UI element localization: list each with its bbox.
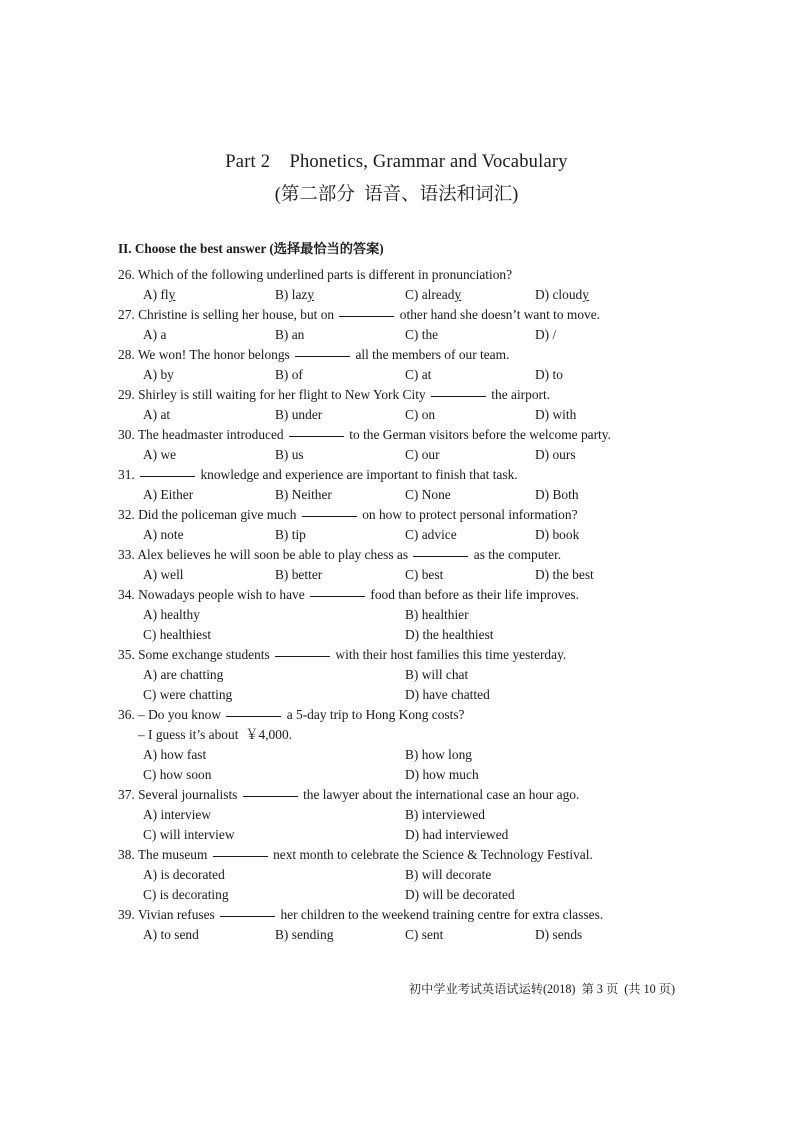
option-label: B) an	[275, 327, 305, 342]
question-list	[118, 265, 718, 945]
option-label: B) better	[275, 567, 323, 582]
option-label: B) will chat	[405, 667, 469, 682]
option-label: D) had interviewed	[405, 827, 509, 842]
option-choice[interactable]	[143, 565, 184, 585]
question-stem-text: 31.	[118, 467, 139, 482]
option-group	[118, 605, 718, 645]
option-label: B) us	[275, 447, 304, 462]
question-stem-text: 33. Alex believes he will soon be able to play chess as	[118, 547, 412, 562]
question	[118, 845, 718, 905]
option-label: A) is decorated	[143, 867, 225, 882]
option-choice[interactable]	[405, 365, 431, 385]
option-row	[118, 405, 718, 425]
option-choice[interactable]	[143, 665, 223, 685]
option-row	[118, 805, 718, 825]
question-stem-text: 34. Nowadays people wish to have	[118, 587, 309, 602]
option-label: D) will be decorated	[405, 887, 515, 902]
question-stem	[118, 385, 718, 405]
question-stem	[118, 545, 718, 565]
option-choice[interactable]	[275, 285, 314, 305]
option-group	[118, 365, 718, 385]
option-label: C) the	[405, 327, 439, 342]
question-stem-text-tail: a 5-day trip to Hong Kong costs?	[283, 707, 465, 722]
option-label: B) under	[275, 407, 323, 422]
option-label: C) None	[405, 487, 451, 502]
option-group	[118, 485, 718, 505]
option-label: C) advice	[405, 527, 457, 542]
question-stem-text: 30. The headmaster introduced	[118, 427, 287, 442]
option-underlined-part: y	[582, 287, 589, 302]
option-row	[118, 925, 718, 945]
option-label: C) how soon	[143, 767, 212, 782]
option-group	[118, 805, 718, 845]
option-group	[118, 525, 718, 545]
option-choice[interactable]	[275, 325, 304, 345]
option-label: C) sent	[405, 927, 444, 942]
question-stem-text: 39. Vivian refuses	[118, 907, 219, 922]
option-label: B) how long	[405, 747, 472, 762]
option-underlined-part: y	[168, 287, 176, 302]
option-choice[interactable]	[143, 445, 176, 465]
option-choice[interactable]	[143, 525, 184, 545]
question-stem	[118, 305, 718, 325]
question-stem	[118, 425, 718, 445]
option-choice[interactable]	[405, 565, 443, 585]
question	[118, 785, 718, 845]
option-choice[interactable]	[275, 485, 332, 505]
option-group	[118, 325, 718, 345]
question-stem	[118, 905, 718, 925]
option-choice[interactable]	[275, 365, 303, 385]
option-label: B) sending	[275, 927, 334, 942]
question-stem-text: 28. We won! The honor belongs	[118, 347, 294, 362]
option-choice[interactable]	[405, 445, 440, 465]
answer-blank	[431, 385, 486, 397]
question	[118, 305, 718, 345]
option-choice[interactable]	[405, 885, 515, 905]
option-choice[interactable]	[535, 565, 594, 585]
option-choice[interactable]	[405, 925, 443, 945]
question-stem-text-tail: food than before as their life improves.	[367, 587, 579, 602]
question-stem-text: 29. Shirley is still waiting for her flight to New York City	[118, 387, 429, 402]
question-stem-text: 26. Which of the following underlined parts is different in pronunciation?	[118, 267, 513, 282]
question-stem-line-2: – I guess it’s about ￥4,000.	[138, 727, 292, 742]
option-choice[interactable]	[405, 485, 451, 505]
question	[118, 905, 718, 945]
option-underlined-part: y	[454, 287, 462, 302]
option-choice[interactable]	[405, 665, 468, 685]
answer-blank	[310, 585, 365, 597]
option-choice[interactable]	[275, 565, 322, 585]
option-label: C) will interview	[143, 827, 235, 842]
option-choice[interactable]	[143, 805, 211, 825]
option-choice[interactable]	[405, 325, 438, 345]
option-label: C) were chatting	[143, 687, 233, 702]
answer-blank	[295, 345, 350, 357]
question	[118, 645, 718, 705]
option-label: A) interview	[143, 807, 212, 822]
question	[118, 425, 718, 465]
option-row	[118, 365, 718, 385]
option-row	[118, 885, 718, 905]
option-label: A) at	[143, 407, 171, 422]
option-choice[interactable]	[535, 285, 589, 305]
option-row	[118, 685, 718, 705]
question-stem-text-tail: other hand she doesn’t want to move.	[396, 307, 600, 322]
option-choice[interactable]	[405, 825, 508, 845]
question-stem-text-tail: as the computer.	[470, 547, 562, 562]
option-choice[interactable]	[275, 405, 322, 425]
answer-blank	[220, 905, 275, 917]
option-label: A) fl	[143, 287, 169, 302]
question	[118, 705, 718, 785]
question-stem	[118, 645, 718, 665]
option-choice[interactable]	[535, 525, 579, 545]
question	[118, 385, 718, 425]
option-label: A) are chatting	[143, 667, 224, 682]
option-label: B) tip	[275, 527, 306, 542]
answer-blank	[243, 785, 298, 797]
question-stem	[118, 845, 718, 865]
option-row	[118, 525, 718, 545]
question-stem-text-tail: the lawyer about the international case an hour ago.	[299, 787, 580, 802]
option-label: B) Neither	[275, 487, 332, 502]
option-choice[interactable]	[275, 925, 333, 945]
question-stem	[118, 785, 718, 805]
option-choice[interactable]	[405, 525, 457, 545]
option-label: D) book	[535, 527, 580, 542]
option-label: D) ours	[535, 447, 576, 462]
option-label: A) a	[143, 327, 167, 342]
option-underlined-part: y	[307, 287, 315, 302]
option-choice[interactable]	[143, 605, 200, 625]
answer-blank	[413, 545, 468, 557]
option-label: D) /	[535, 327, 557, 342]
option-label: D) with	[535, 407, 577, 422]
option-label: D) the best	[535, 567, 594, 582]
option-choice[interactable]	[535, 365, 563, 385]
option-choice[interactable]	[405, 685, 490, 705]
option-row	[118, 765, 718, 785]
option-choice[interactable]	[143, 925, 199, 945]
option-row	[118, 325, 718, 345]
option-label: A) by	[143, 367, 174, 382]
option-row	[118, 485, 718, 505]
option-choice[interactable]	[405, 605, 469, 625]
option-choice[interactable]	[405, 865, 491, 885]
option-choice[interactable]	[405, 285, 461, 305]
question-stem-text-tail: with their host families this time yesterday.	[332, 647, 567, 662]
option-choice[interactable]	[275, 525, 306, 545]
option-choice[interactable]	[405, 745, 472, 765]
option-group	[118, 565, 718, 585]
question-stem	[118, 465, 718, 485]
option-choice[interactable]	[405, 765, 479, 785]
option-label: D) sends	[535, 927, 583, 942]
option-label: B) will decorate	[405, 867, 492, 882]
option-group	[118, 745, 718, 785]
option-label: D) the healthiest	[405, 627, 494, 642]
question-stem-text-tail: her children to the weekend training centre for extra classes.	[277, 907, 604, 922]
page-footer: 初中学业考试英语试运转(2018) 第 3 页 (共 10 页)	[408, 982, 675, 996]
option-row	[118, 445, 718, 465]
question-stem-text-tail: on how to protect personal information?	[358, 507, 578, 522]
option-row	[118, 625, 718, 645]
question-stem-text-tail: the airport.	[487, 387, 551, 402]
option-choice[interactable]	[143, 285, 175, 305]
option-label: A) note	[143, 527, 184, 542]
answer-blank	[302, 505, 357, 517]
option-label: A) well	[143, 567, 184, 582]
part-title: Part 2 Phonetics, Grammar and Vocabulary	[225, 152, 568, 172]
option-choice[interactable]	[535, 485, 579, 505]
question-stem-text: 38. The museum	[118, 847, 211, 862]
option-label: A) how fast	[143, 747, 207, 762]
question	[118, 465, 718, 505]
question-stem	[118, 265, 718, 285]
answer-blank	[226, 705, 281, 717]
option-label: D) to	[535, 367, 563, 382]
answer-blank	[213, 845, 268, 857]
option-choice[interactable]	[535, 445, 576, 465]
section-heading: II. Choose the best answer (选择最恰当的答案)	[118, 241, 384, 256]
question-stem-text: 32. Did the policeman give much	[118, 507, 300, 522]
option-row	[118, 565, 718, 585]
option-choice[interactable]	[143, 325, 166, 345]
question	[118, 545, 718, 585]
option-row	[118, 825, 718, 845]
option-choice[interactable]	[143, 625, 211, 645]
option-choice[interactable]	[143, 485, 193, 505]
answer-blank	[140, 465, 195, 477]
question	[118, 345, 718, 385]
option-choice[interactable]	[143, 765, 211, 785]
option-choice[interactable]	[143, 365, 174, 385]
question-stem-text-tail: to the German visitors before the welcome party.	[345, 427, 611, 442]
option-label: D) Both	[535, 487, 579, 502]
option-choice[interactable]	[143, 685, 232, 705]
option-label: A) Either	[143, 487, 194, 502]
option-label: C) at	[405, 367, 432, 382]
option-choice[interactable]	[535, 405, 576, 425]
option-label: B) of	[275, 367, 303, 382]
answer-blank	[289, 425, 344, 437]
option-row	[118, 665, 718, 685]
option-choice[interactable]	[405, 405, 435, 425]
option-label: C) alread	[405, 287, 455, 302]
question-stem-text-tail: all the members of our team.	[352, 347, 510, 362]
question-stem	[118, 585, 718, 605]
option-choice[interactable]	[143, 405, 170, 425]
option-label: C) healthiest	[143, 627, 212, 642]
answer-blank	[275, 645, 330, 657]
question	[118, 585, 718, 645]
question-stem-text: 36. – Do you know	[118, 707, 225, 722]
option-row	[118, 865, 718, 885]
question-stem	[118, 345, 718, 365]
option-choice[interactable]	[143, 885, 229, 905]
option-label: C) is decorating	[143, 887, 229, 902]
option-label: D) cloud	[535, 287, 583, 302]
option-label: C) on	[405, 407, 436, 422]
option-label: D) have chatted	[405, 687, 490, 702]
option-label: B) interviewed	[405, 807, 485, 822]
answer-blank	[339, 305, 394, 317]
option-choice[interactable]	[143, 865, 225, 885]
question-stem-text: 37. Several journalists	[118, 787, 241, 802]
option-group	[118, 445, 718, 465]
option-choice[interactable]	[275, 445, 304, 465]
question-stem-text: 27. Christine is selling her house, but on	[118, 307, 338, 322]
option-label: C) best	[405, 567, 444, 582]
option-choice[interactable]	[143, 825, 235, 845]
option-label: A) to send	[143, 927, 199, 942]
part-subtitle-chinese: (第二部分 语音、语法和词汇)	[274, 185, 519, 205]
option-group	[118, 865, 718, 905]
option-choice[interactable]	[535, 325, 556, 345]
option-group	[118, 925, 718, 945]
question-stem-text-tail: next month to celebrate the Science & Technology Festival.	[269, 847, 593, 862]
option-group	[118, 665, 718, 705]
option-choice[interactable]	[535, 925, 582, 945]
question-stem	[118, 505, 718, 525]
option-row	[118, 745, 718, 765]
option-choice[interactable]	[405, 805, 485, 825]
option-label: B) healthier	[405, 607, 469, 622]
question-stem	[118, 705, 718, 725]
option-row	[118, 285, 718, 305]
question-stem-text: 35. Some exchange students	[118, 647, 274, 662]
option-group	[118, 405, 718, 425]
option-label: A) we	[143, 447, 177, 462]
option-choice[interactable]	[405, 625, 494, 645]
option-label: C) our	[405, 447, 440, 462]
question	[118, 265, 718, 305]
question	[118, 505, 718, 545]
option-label: D) how much	[405, 767, 479, 782]
option-group	[118, 285, 718, 305]
option-label: A) healthy	[143, 607, 200, 622]
question-stem-text-tail: knowledge and experience are important to finish that task.	[197, 467, 518, 482]
option-choice[interactable]	[143, 745, 206, 765]
option-label: B) laz	[275, 287, 308, 302]
option-row	[118, 605, 718, 625]
